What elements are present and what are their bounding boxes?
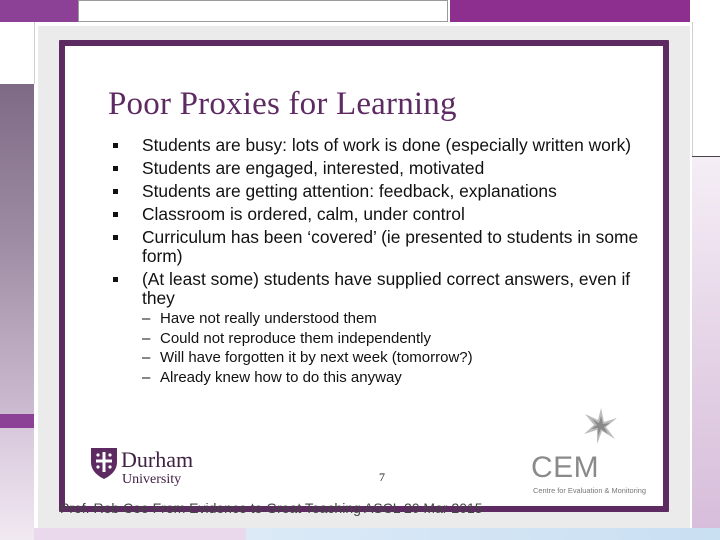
bullet-item [111, 270, 641, 387]
bullet-square-icon [113, 212, 118, 217]
frame-left-block-4 [0, 428, 34, 540]
sub-bullet-text: Will have forgotten it by next week (tomorrow?) [160, 349, 473, 367]
frame-left-block-1 [0, 22, 35, 84]
bullet-item [111, 182, 641, 201]
bullet-text: Students are getting attention: feedback, explanations [142, 181, 557, 201]
dash-icon: – [142, 349, 151, 367]
frame-right-block-2 [692, 156, 720, 529]
cem-wordmark: CEM [531, 451, 600, 484]
frame-right-block-1 [692, 22, 720, 156]
bullet-text: (At least some) students have supplied correct answers, even if they [142, 269, 631, 308]
bullet-square-icon [113, 166, 118, 171]
frame-left-block-2 [0, 84, 34, 414]
frame-top-corner-block [690, 0, 720, 22]
bullet-item [111, 228, 641, 266]
frame-top-right-block [450, 0, 690, 22]
bullet-square-icon [113, 235, 118, 240]
cem-logo [531, 406, 661, 502]
dash-icon: – [142, 368, 151, 386]
bullet-text: Curriculum has been ‘covered’ (ie presented to students in some form) [142, 227, 639, 266]
sub-bullet-list [142, 309, 641, 387]
sub-bullet-item [142, 329, 641, 349]
durham-university-logo [89, 444, 219, 496]
bullet-text: Students are engaged, interested, motivated [142, 158, 485, 178]
frame-bottom-block-2 [246, 528, 720, 540]
bullet-text: Classroom is ordered, calm, under control [142, 204, 465, 224]
cem-star-icon [581, 406, 621, 446]
sub-bullet-text: Could not reproduce them independently [160, 329, 432, 347]
page-number: 7 [379, 470, 385, 484]
slide-title: Poor Proxies for Learning [108, 86, 457, 122]
slide-footer: Prof. Rob Coe From Evidence to Great Teaching ASCL 20 Mar 2015 [60, 500, 483, 516]
frame-left-block-3 [0, 414, 34, 428]
bullet-item [111, 159, 641, 178]
sub-bullet-text: Already knew how to do this anyway [160, 368, 402, 386]
durham-wordmark: Durham [121, 447, 194, 472]
dash-icon: – [142, 329, 151, 347]
frame-top-middle-block [78, 0, 448, 22]
slide-content-frame [59, 40, 669, 512]
frame-bottom-block-1 [34, 528, 246, 540]
bullet-square-icon [113, 277, 118, 282]
durham-university-text: University [122, 472, 182, 487]
dash-icon: – [142, 310, 151, 327]
bullet-item [111, 136, 641, 155]
frame-top-left-block [0, 0, 78, 22]
durham-crest-icon [89, 446, 119, 480]
cem-tagline: Centre for Evaluation & Monitoring [533, 486, 646, 495]
bullet-text: Students are busy: lots of work is done (especially written work) [142, 135, 632, 155]
sub-bullet-item [142, 309, 641, 329]
bullet-item [111, 205, 641, 224]
slide [38, 26, 690, 528]
bullet-square-icon [113, 189, 118, 194]
sub-bullet-item [142, 348, 641, 368]
bullet-list [111, 136, 641, 391]
sub-bullet-item [142, 368, 641, 388]
bullet-square-icon [113, 143, 118, 148]
sub-bullet-text: Have not really understood them [160, 310, 377, 327]
